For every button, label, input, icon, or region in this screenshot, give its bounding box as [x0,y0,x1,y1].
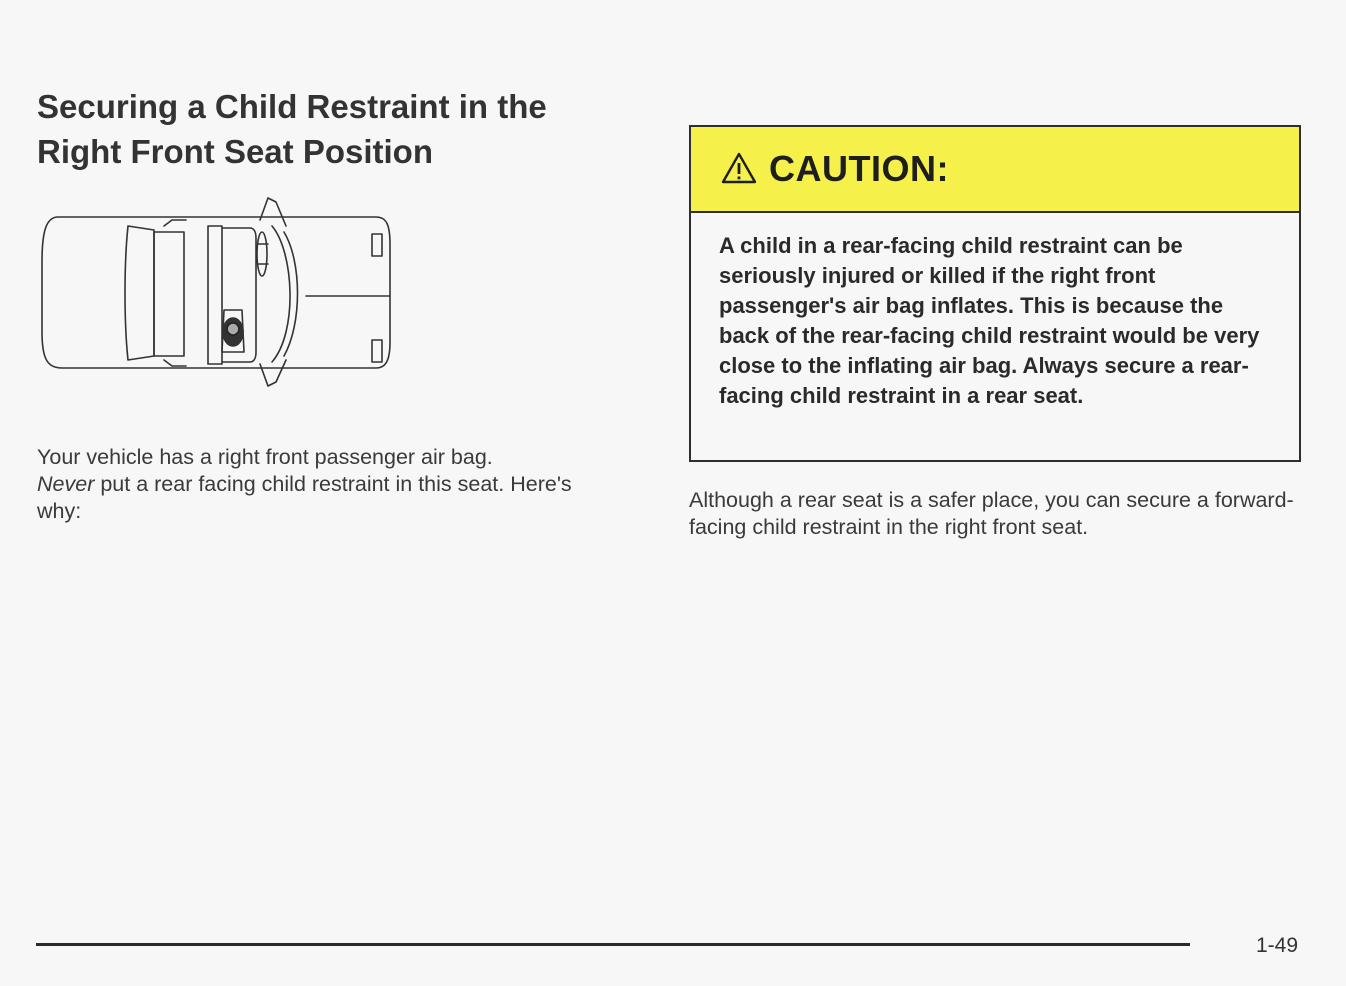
forward-facing-paragraph: Although a rear seat is a safer place, you can secure a forward-facing child restraint in the right front seat. [689,488,1294,539]
air-bag-warning-paragraph [37,444,597,525]
section-heading [37,84,637,174]
never-emphasis: Never [37,472,95,496]
caution-box [689,125,1301,462]
warning-triangle-icon [721,152,757,184]
caution-title: CAUTION: [769,148,949,189]
section-heading-line-2: Right Front Seat Position [37,133,433,170]
caution-header [691,127,1299,213]
page-number: 1-49 [1256,934,1299,957]
car-top-view-illustration [36,192,400,392]
footer-divider [36,943,1190,946]
caution-body: A child in a rear-facing child restraint can be seriously injured or killed if the right front passenger's air bag inflates. This is because the back of the rear-facing child restraint would be very close to the inflating air bag. Always secure a rear-facing child restraint in a rear seat. [719,233,1260,408]
never-rest-text: put a rear facing child restraint in this seat. Here's why: [37,472,572,523]
air-bag-intro-text: Your vehicle has a right front passenger air bag. [37,445,493,469]
section-heading-line-1: Securing a Child Restraint in the [37,88,547,125]
